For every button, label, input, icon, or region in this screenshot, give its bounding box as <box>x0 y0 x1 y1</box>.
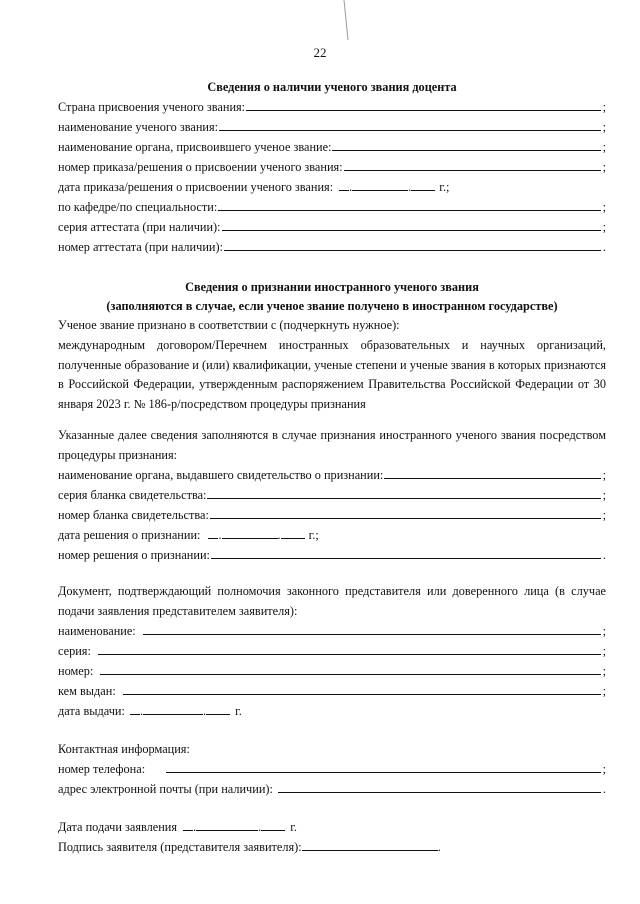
field-label: наименование органа, присвоившего ученое звание: <box>58 140 332 154</box>
field-label: дата приказа/решения о присвоении ученого звания: <box>58 180 334 194</box>
month-blank[interactable] <box>352 178 408 191</box>
field-label: наименование ученого звания: <box>58 120 219 134</box>
day-blank[interactable] <box>339 178 349 191</box>
fill-line[interactable] <box>219 118 601 131</box>
fill-line[interactable] <box>246 98 600 111</box>
field-order-date: дата приказа/решения о присвоении ученого звания: . . г.; <box>58 180 450 194</box>
field-rep-issue-date: дата выдачи: . . г. <box>58 704 242 718</box>
foreign-heading: Сведения о признании иностранного ученого звания <box>185 280 479 294</box>
representative-intro: Документ, подтверждающий полномочия законного представителя или доверенного лица (в случае подачи заявления представителем заявителя): <box>58 584 606 618</box>
field-label: дата решения о признании: <box>58 528 201 542</box>
field-label: номер бланка свидетельства: <box>58 508 209 522</box>
month-blank[interactable] <box>143 702 203 715</box>
docent-heading: Сведения о наличии ученого звания доцента <box>207 80 457 94</box>
field-issuing-body: наименование органа, выдавшего свидетельство о признании: ; <box>58 468 606 482</box>
field-department: по кафедре/по специальности: ; <box>58 200 606 214</box>
recognition-procedure-note: Указанные далее сведения заполняются в случае признания иностранного ученого звания посредством процедуры признания: <box>58 428 606 462</box>
field-label: серия: <box>58 644 91 658</box>
fill-line[interactable] <box>218 198 600 211</box>
fill-line[interactable] <box>384 466 600 479</box>
field-title-name: наименование ученого звания: ; <box>58 120 606 134</box>
field-rep-series: серия: ; <box>58 644 606 658</box>
field-label: серия бланка свидетельства: <box>58 488 207 502</box>
fill-line[interactable] <box>98 642 601 655</box>
field-order-number: номер приказа/решения о присвоении ученого звания: ; <box>58 160 606 174</box>
fill-line[interactable] <box>222 218 601 231</box>
month-blank[interactable] <box>196 818 258 831</box>
fill-line[interactable] <box>224 238 601 251</box>
fill-line[interactable] <box>100 662 600 675</box>
field-form-number: номер бланка свидетельства: ; <box>58 508 606 522</box>
field-label: Страна присвоения ученого звания: <box>58 100 246 114</box>
field-country: Страна присвоения ученого звания: ; <box>58 100 606 114</box>
field-rep-issued-by: кем выдан: ; <box>58 684 606 698</box>
fill-line[interactable] <box>143 622 601 635</box>
field-decision-number: номер решения о признании: . <box>58 548 606 562</box>
field-form-series: серия бланка свидетельства: ; <box>58 488 606 502</box>
year-blank[interactable] <box>261 818 285 831</box>
fill-line[interactable] <box>210 506 601 519</box>
field-label: номер аттестата (при наличии): <box>58 240 223 254</box>
year-blank[interactable] <box>206 702 230 715</box>
page-crease-mark <box>343 0 349 40</box>
fill-line[interactable] <box>344 158 601 171</box>
foreign-subheading: (заполняются в случае, если ученое звание получено в иностранном государстве) <box>106 299 558 313</box>
field-rep-document-name: наименование: ; <box>58 624 606 638</box>
day-blank[interactable] <box>208 526 218 539</box>
page-number: 22 <box>313 45 327 60</box>
day-blank[interactable] <box>130 702 140 715</box>
field-label: Дата подачи заявления <box>58 820 178 834</box>
field-label: Подпись заявителя (представителя заявителя): <box>58 840 302 854</box>
contacts-heading: Контактная информация: <box>58 742 190 756</box>
recognition-intro: Ученое звание признано в соответствии с (подчеркнуть нужное): <box>58 318 400 332</box>
fill-line[interactable] <box>166 760 600 773</box>
year-blank[interactable] <box>411 178 435 191</box>
year-blank[interactable] <box>281 526 305 539</box>
fill-line[interactable] <box>207 486 600 499</box>
recognition-basis-text: международным договором/Перечнем иностранных образовательных и научных организаций, полученные образование и (или) квалификации, ученые степени и ученые звания в которых признаются в Российской Федерации, утвержденным распоряжением Правительства Российской Федерации от 30 января 2023 г. № 186-р/посредством процедуры признания <box>58 338 606 411</box>
fill-line[interactable] <box>332 138 600 151</box>
field-label: наименование: <box>58 624 136 638</box>
field-decision-date: дата решения о признании: . . г.; <box>58 528 319 542</box>
field-signature: Подпись заявителя (представителя заявителя): . <box>58 840 441 854</box>
field-label: номер приказа/решения о присвоении ученого звания: <box>58 160 343 174</box>
field-label: номер телефона: <box>58 762 146 776</box>
field-label: наименование органа, выдавшего свидетельство о признании: <box>58 468 384 482</box>
field-application-date: Дата подачи заявления . . г. <box>58 820 297 834</box>
fill-line[interactable] <box>123 682 601 695</box>
field-label: дата выдачи: <box>58 704 125 718</box>
field-label: серия аттестата (при наличии): <box>58 220 221 234</box>
field-certificate-series: серия аттестата (при наличии): ; <box>58 220 606 234</box>
month-blank[interactable] <box>222 526 278 539</box>
field-phone: номер телефона: ; <box>58 762 606 776</box>
signature-blank[interactable] <box>302 838 438 851</box>
field-rep-number: номер: ; <box>58 664 606 678</box>
field-label: адрес электронной почты (при наличии): <box>58 782 273 796</box>
field-label: номер решения о признании: <box>58 548 210 562</box>
field-label: номер: <box>58 664 94 678</box>
field-email: адрес электронной почты (при наличии): . <box>58 782 606 796</box>
field-label: кем выдан: <box>58 684 116 698</box>
field-label: по кафедре/по специальности: <box>58 200 218 214</box>
fill-line[interactable] <box>211 546 601 559</box>
fill-line[interactable] <box>278 780 601 793</box>
field-awarding-body: наименование органа, присвоившего ученое звание: ; <box>58 140 606 154</box>
day-blank[interactable] <box>183 818 193 831</box>
field-certificate-number: номер аттестата (при наличии): . <box>58 240 606 254</box>
